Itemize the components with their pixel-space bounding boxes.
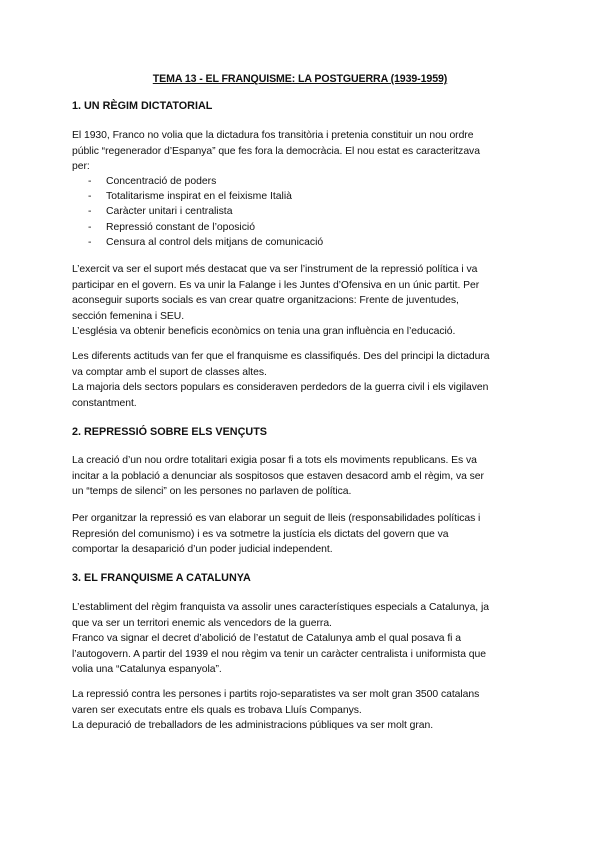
text-line: La creació d’un nou ordre totalitari exigia posar fi a tots els moviments republicans. Es va <box>72 455 477 466</box>
text-line: constantment. <box>72 397 137 409</box>
text-line: La majoria dels sectors populars es consideraven perdedors de la guerra civil i els vigilaven <box>72 382 489 394</box>
section-3-paragraph-2 <box>72 687 534 734</box>
text-line: l’autogovern. A partir del 1939 el nou règim va tenir un caràcter centralista i uniformista que <box>72 648 486 660</box>
text-line: un “temps de silenci” on les persones no parlaven de política. <box>72 486 352 498</box>
text-line: L’establiment del règim franquista va assolir unes característiques especials a Catalunya, ja <box>72 602 489 613</box>
section-3-paragraph-1 <box>72 600 534 678</box>
text-line: incitar a la població a denunciar als sospitosos que estaven desacord amb el règim, va ser <box>72 470 484 482</box>
text-line: sección femenina i SEU. <box>72 310 185 322</box>
text-line: Per organitzar la repressió es van elaborar un seguit de lleis (responsabilidades políticas i <box>72 513 481 524</box>
characteristics-list <box>88 174 323 250</box>
text-line: varen ser executats entre els quals es trobava Lluís Companys. <box>72 704 362 716</box>
section-1-paragraph-1 <box>72 128 534 175</box>
text-line: Represión del comunismo) i es va sotmetre la justícia els dictats del govern que va <box>72 528 449 540</box>
text-line: per: <box>72 161 90 173</box>
section-2-paragraph-1 <box>72 453 534 500</box>
section-heading-3: 3. EL FRANQUISME A CATALUNYA <box>72 572 251 584</box>
text-line: aconseguir suports socials es van crear quatre organitzacions: Frente de juventudes, <box>72 295 459 307</box>
text-line: volia una “Catalunya espanyola”. <box>72 664 222 676</box>
text-line: Les diferents actituds van fer que el franquisme es classifiqués. Des del principi la dictadura <box>72 351 490 362</box>
text-line: públic “regenerador d’Espanya” que fes fora la democràcia. El nou estat es caracteritzava <box>72 145 480 157</box>
text-line: L’exercit va ser el suport més destacat que va ser l’instrument de la repressió política i va <box>72 264 478 275</box>
list-item: - Caràcter unitari i centralista <box>88 204 323 219</box>
text-line: L’església va obtenir beneficis econòmics on tenia una gran influència en l’educació. <box>72 326 456 338</box>
document-title: TEMA 13 - EL FRANQUISME: LA POSTGUERRA (1939-1959) <box>152 73 448 85</box>
text-line: comportar la desaparició d’un poder judicial independent. <box>72 544 333 556</box>
section-1-paragraph-3 <box>72 349 534 411</box>
section-1-paragraph-2 <box>72 262 534 340</box>
list-item: - Concentració de poders <box>88 174 323 189</box>
section-heading-2: 2. REPRESSIÓ SOBRE ELS VENÇUTS <box>72 426 267 438</box>
list-item: - Censura al control dels mitjans de comunicació <box>88 235 323 250</box>
text-line: La repressió contra les persones i partits rojo-separatistes va ser molt gran 3500 catalans <box>72 689 480 700</box>
text-line: va comptar amb el suport de classes altes. <box>72 366 267 378</box>
list-item: - Repressió constant de l’oposició <box>88 220 323 235</box>
text-line: El 1930, Franco no volia que la dictadura fos transitòria i pretenia constituir un nou ordre <box>72 130 474 141</box>
text-line: La depuració de treballadors de les administracions públiques va ser molt gran. <box>72 720 434 732</box>
list-item: - Totalitarisme inspirat en el feixisme Italià <box>88 189 323 204</box>
section-heading-1: 1. UN RÈGIM DICTATORIAL <box>72 100 213 112</box>
section-2-paragraph-2 <box>72 511 534 558</box>
text-line: participar en el govern. Es va unir la Falange i les Juntes d’Ofensiva en un únic partit. Per <box>72 279 480 291</box>
text-line: que va ser un territori enemic als vencedors de la guerra. <box>72 617 332 629</box>
text-line: Franco va signar el decret d’abolició de l’estatut de Catalunya amb el qual posava fi a <box>72 633 461 645</box>
